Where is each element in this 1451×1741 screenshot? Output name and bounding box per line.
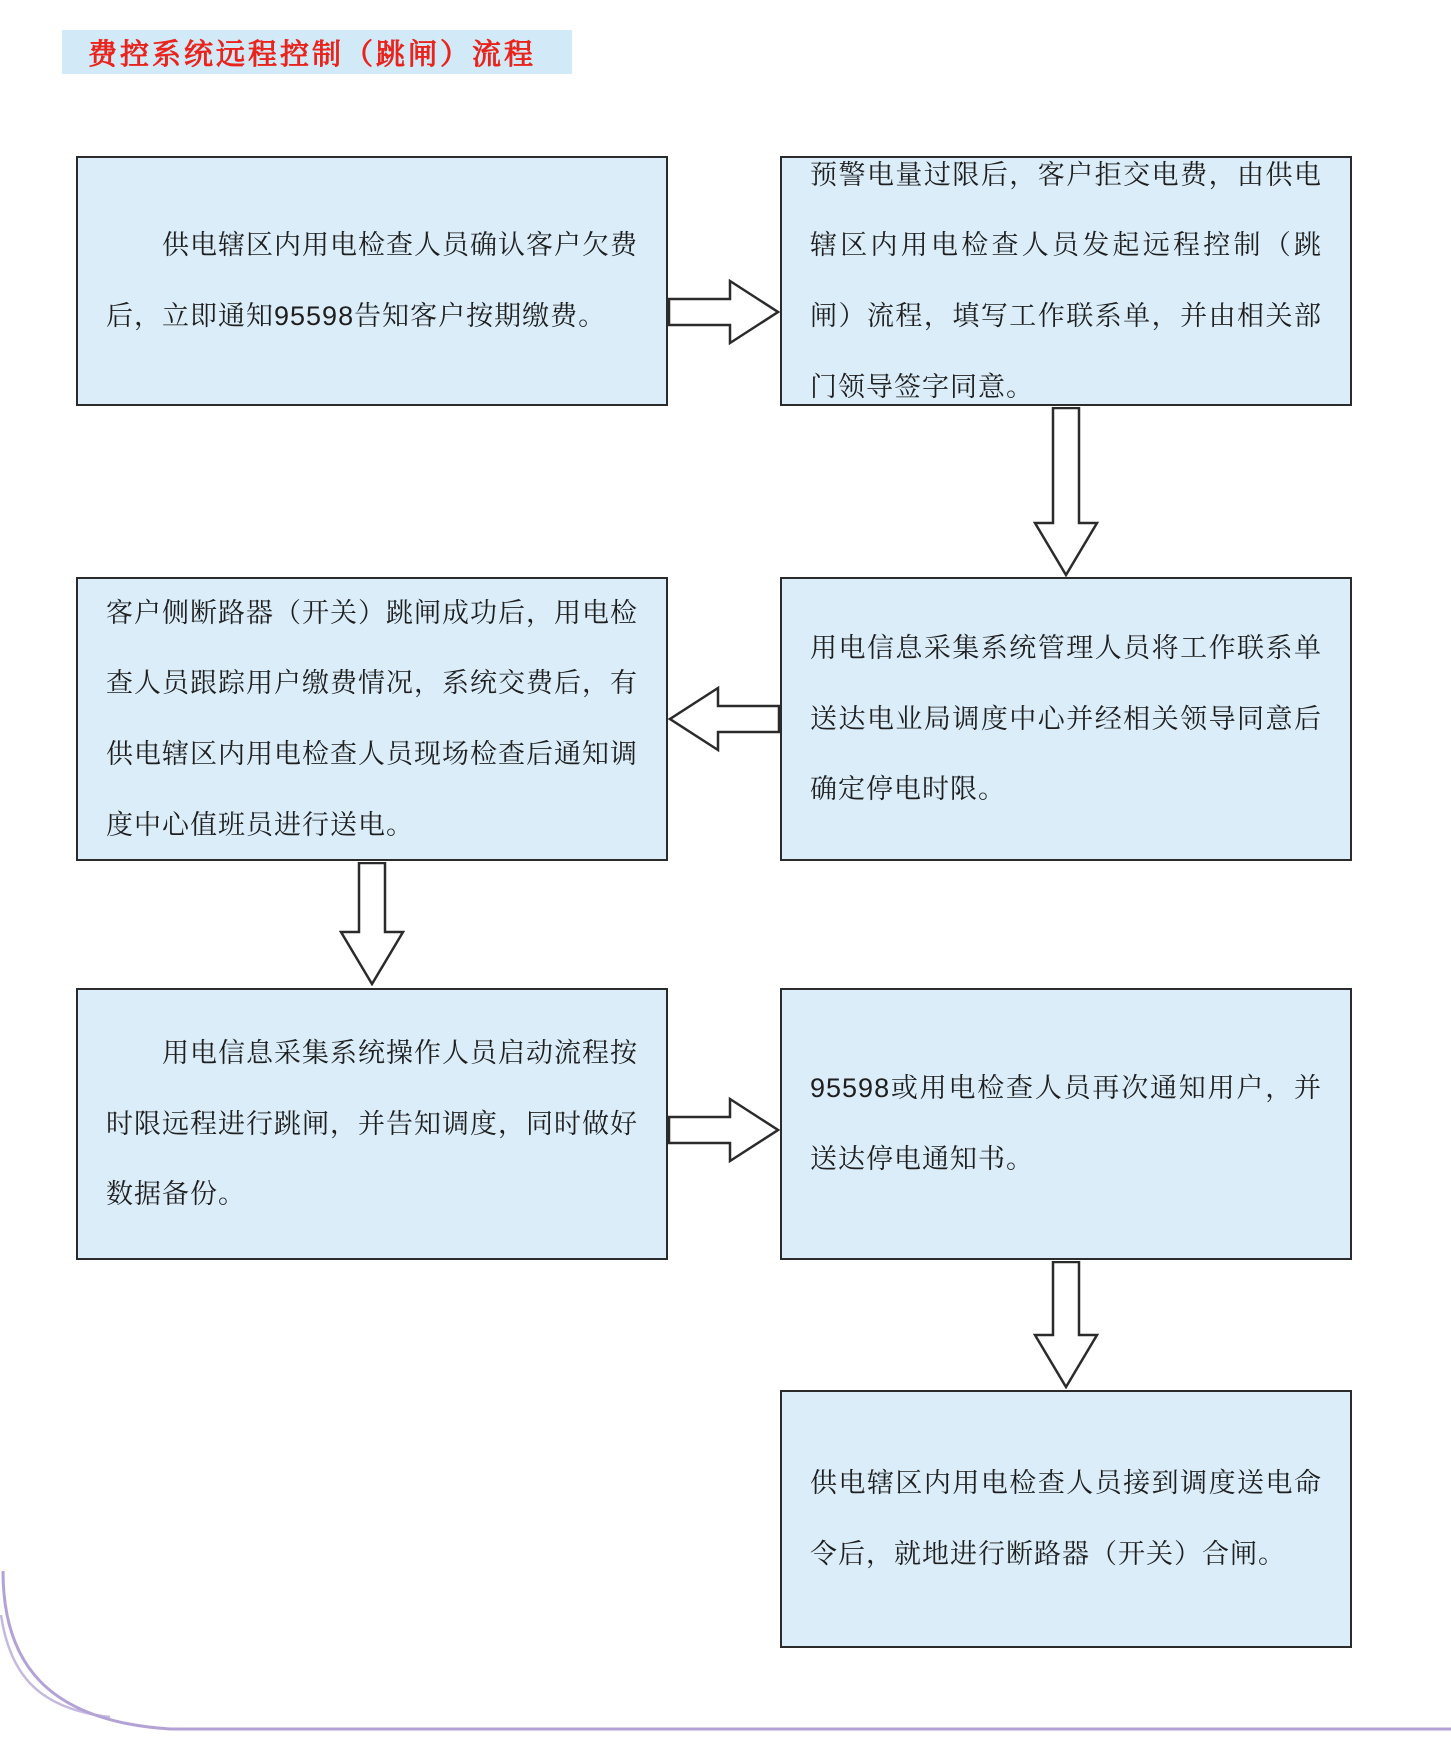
flow-box-step7-text: 供电辖区内用电检查人员接到调度送电命令后，就地进行断路器（开关）合闸。 bbox=[810, 1468, 1322, 1569]
flow-box-step3 bbox=[780, 577, 1352, 861]
flow-box-step3-text: 用电信息采集系统管理人员将工作联系单送达电业局调度中心并经相关领导同意后确定停电时限。 bbox=[810, 632, 1322, 805]
arrow-down-step4-to-step5-icon bbox=[336, 862, 408, 986]
flow-box-step5-text: 用电信息采集系统操作人员启动流程按时限远程进行跳闸，并告知调度，同时做好数据备份。 bbox=[106, 1037, 638, 1210]
flow-box-step5 bbox=[76, 988, 668, 1260]
page-corner-decoration bbox=[0, 1571, 1451, 1741]
arrow-left-step3-to-step4-icon bbox=[668, 683, 780, 755]
page-title bbox=[62, 30, 572, 74]
flow-box-step6 bbox=[780, 988, 1352, 1260]
arrow-right-step1-to-step2-icon bbox=[668, 276, 780, 348]
flow-box-step1 bbox=[76, 156, 668, 406]
page-title-text: 费控系统远程控制（跳闸）流程 bbox=[88, 38, 537, 71]
flow-box-step2-text: 预警电量过限后，客户拒交电费，由供电辖区内用电检查人员发起远程控制（跳闸）流程，填写工作联系单，并由相关部门领导签字同意。 bbox=[810, 159, 1322, 402]
arrow-down-step6-to-step7-icon bbox=[1030, 1261, 1102, 1389]
flow-box-step4 bbox=[76, 577, 668, 861]
arrow-right-step5-to-step6-icon bbox=[668, 1094, 780, 1166]
arrow-down-step2-to-step3-icon bbox=[1030, 407, 1102, 577]
flow-box-step6-text: 95598或用电检查人员再次通知用户，并送达停电通知书。 bbox=[810, 1073, 1322, 1174]
flow-box-step1-text: 供电辖区内用电检查人员确认客户欠费后，立即通知95598告知客户按期缴费。 bbox=[106, 230, 638, 331]
flow-box-step2 bbox=[780, 156, 1352, 406]
flow-box-step4-text: 客户侧断路器（开关）跳闸成功后，用电检查人员跟踪用户缴费情况，系统交费后，有供电辖区内用电检查人员现场检查后通知调度中心值班员进行送电。 bbox=[106, 597, 638, 840]
